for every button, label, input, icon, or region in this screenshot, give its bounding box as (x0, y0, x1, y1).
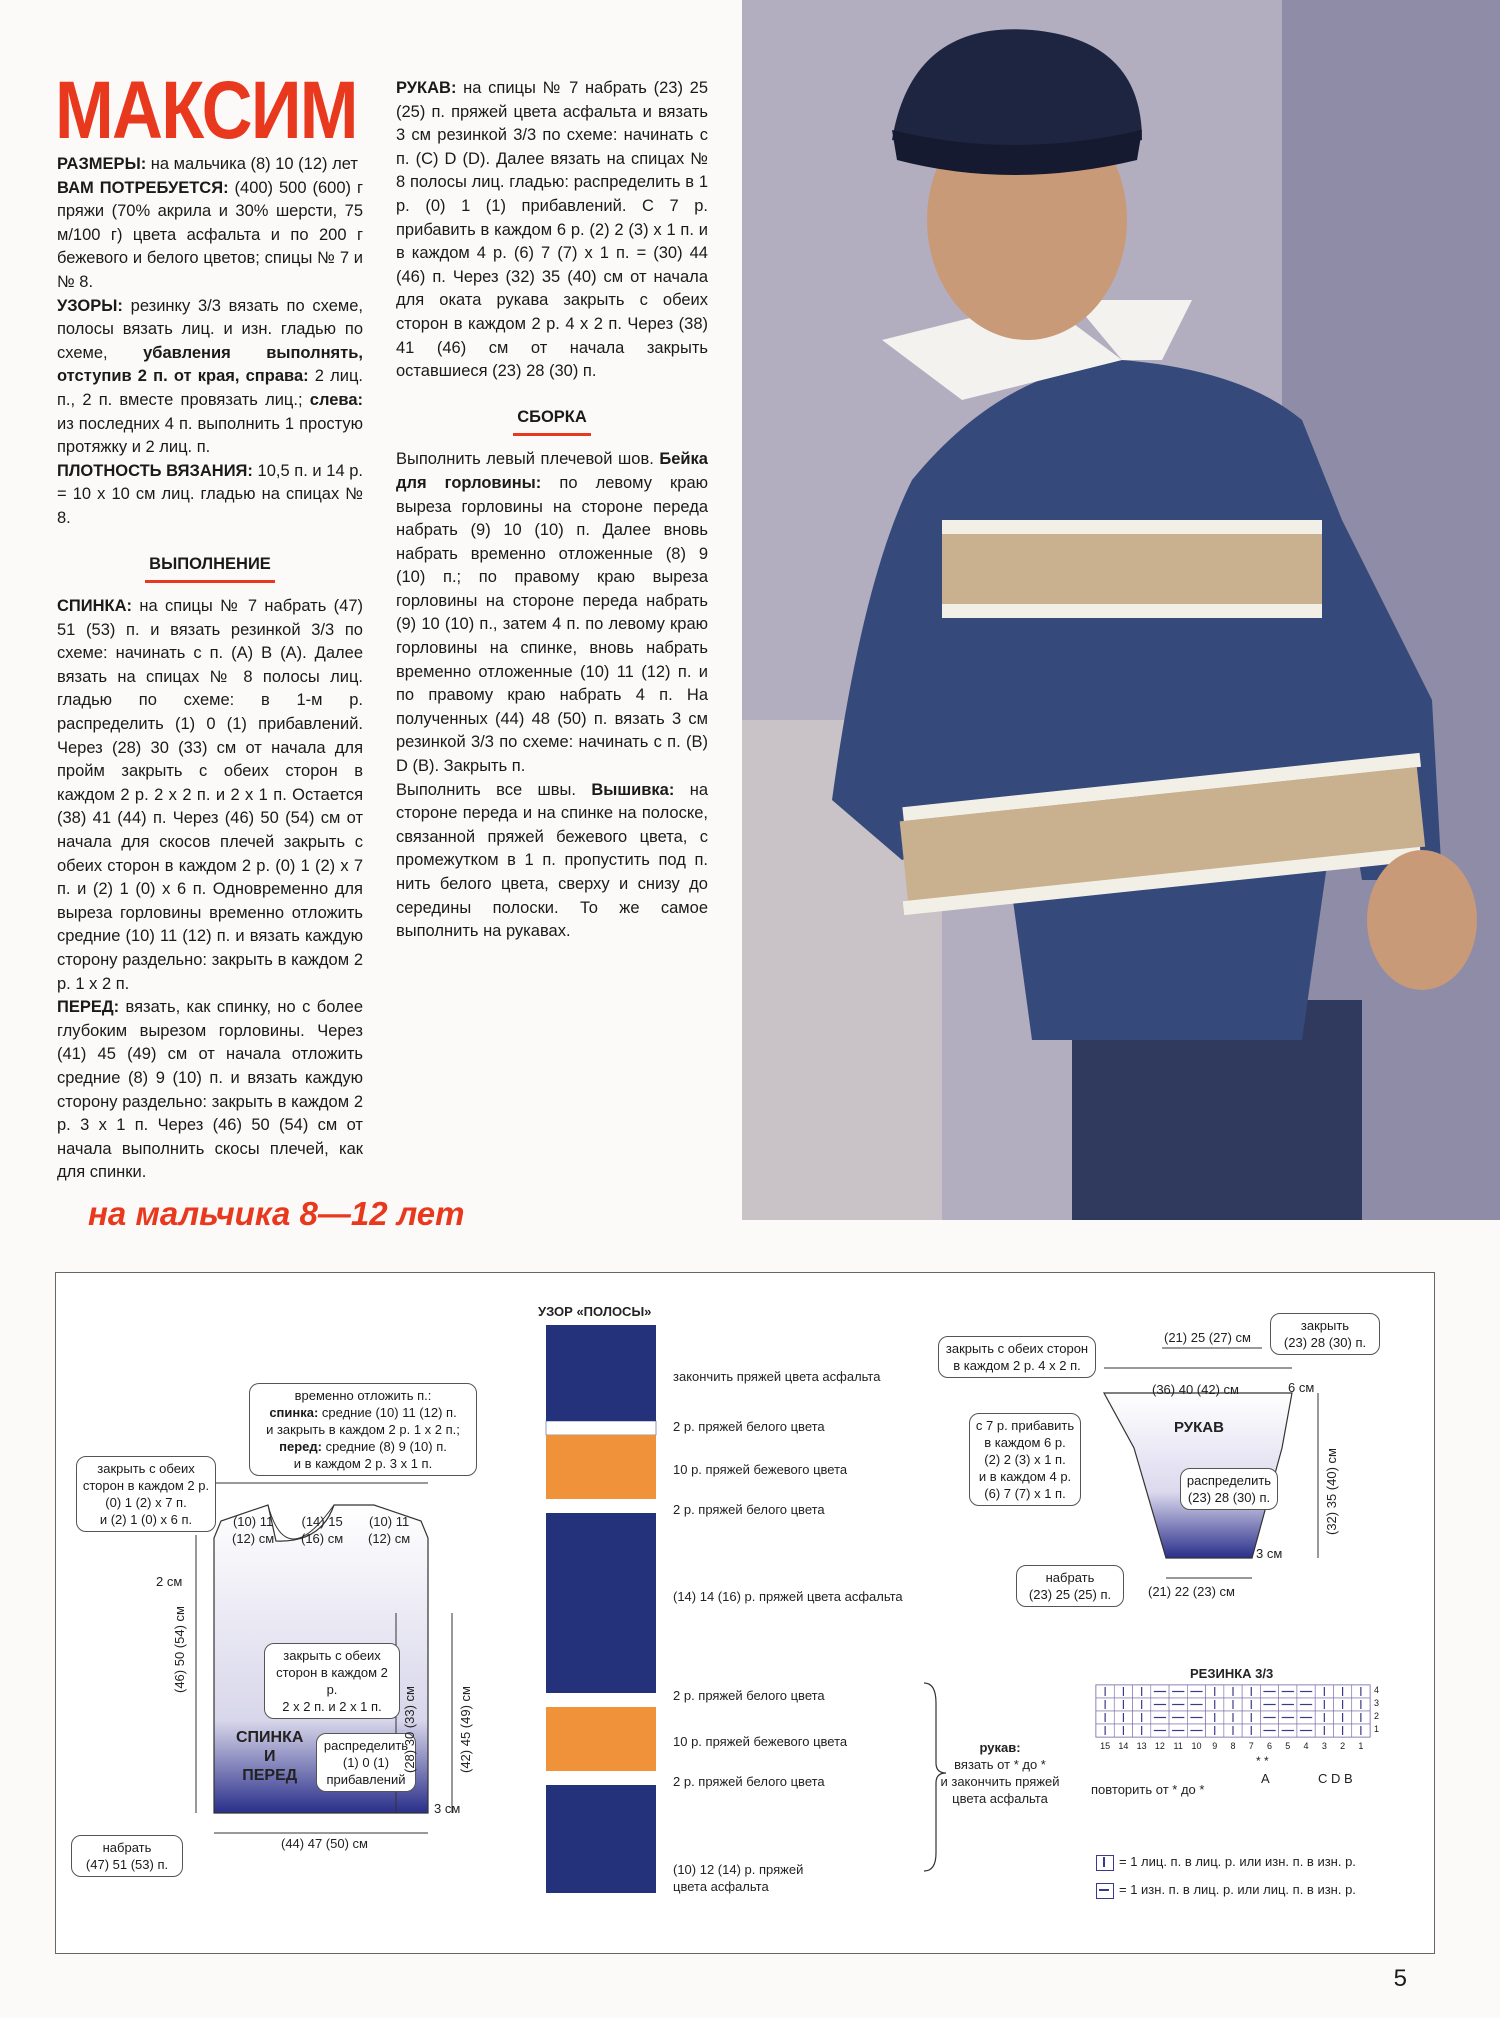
rib-col-number: 3 (1321, 1741, 1327, 1751)
text-column-2 (396, 77, 708, 944)
label-sleeve-height: (32) 35 (40) см (1324, 1448, 1339, 1535)
label-shoulder-width-left: (10) 11 (12) см (232, 1514, 275, 1546)
front-paragraph: ПЕРЕД: вязать, как спинку, но с более глубоким вырезом горловины. Через (41) 45 (49) см от начала отложить средние (8) 9 (10) п. и вязать каждую сторону раздельно: закрыть в каждом 2 р. 3 х 1 п. Через (46) 50 (54) см от начала выполнить скосы плечей, как для спинки. (57, 998, 363, 1182)
subtitle: на мальчика 8—12 лет (88, 1195, 465, 1232)
boy-photo (742, 0, 1500, 1220)
rib-letter-a: A (1261, 1771, 1270, 1786)
label-neck-width: (14) 15 (16) см (301, 1514, 344, 1546)
label-shoulder-width-right: (10) 11 (12) см (368, 1514, 411, 1546)
page-number: 5 (1393, 1965, 1407, 1992)
back-paragraph: СПИНКА: на спицы № 7 набрать (47) 51 (53) п. и вязать резинкой 3/3 по схеме: начинать с п. (А) В (А). Далее вязать на спицах № 8 полосы лиц. гладью по схеме: в 1-м р. распределить (1) 0 (1) прибавлений. Через (28) 30 (33) см от начала для пройм закрыть с обеих сторон в каждом 2 р. 2 х 2 п. и 2 х 1 п. Остается (38) 41 (44) п. Через (46) 50 (54) см от начала для скосов плечей закрыть с обеих сторон в каждом 2 р. (0) 1 (2) х 7 п. и (2) 1 (0) х 6 п. Одновременно для выреза горловины временно отложить средние (10) 11 (12) п. и вязать каждую сторону раздельно: закрыть в каждом 2 р. 1 х 2 п. (57, 597, 363, 993)
stripe-label-4: 2 р. пряжей белого цвета (673, 1502, 825, 1517)
bubble-armhole-bindoff: закрыть с обеих сторон в каждом 2 р. 2 х 2 п. и 2 х 1 п. (264, 1643, 400, 1719)
rib-col-number: 4 (1303, 1741, 1309, 1751)
stripe-sleeve-note: рукав: вязать от * до * и закончить пряжей цвета асфальта (940, 1740, 1060, 1806)
stripe-label-3: 10 р. пряжей бежевого цвета (673, 1462, 848, 1477)
knit-symbol-icon (1096, 1855, 1114, 1871)
label-body-height: (46) 50 (54) см (172, 1606, 187, 1693)
assembly-paragraph-1: Выполнить левый плечевой шов. Бейка для горловины: по левому краю выреза горловины на стороне переда набрать (9) 10 (10) п. Далее вновь набрать временно отложенные (8) 9 (10) п.; по правому краю выреза горловины на стороне переда набрать (9) 10 (10) п., затем 4 п. по левому краю горловины на спинке, вновь набрать временно отложенные (10) 11 (12) п. и по правому краю набрать 4 п. На полученных (44) 48 (50) п. вязать 3 см резинкой 3/3 по схеме: начинать с п. (В) D (В). Закрыть п. (396, 450, 708, 776)
pattern-diagram (55, 1272, 1435, 1954)
bubble-sleeve-cap: закрыть с обеих сторон в каждом 2 р. 4 х 2 п. (938, 1336, 1096, 1378)
rib-col-number: 8 (1230, 1741, 1236, 1751)
legend-knit: = 1 лиц. п. в лиц. р. или изн. п. в изн. р. (1096, 1853, 1356, 1871)
bubble-shoulder-bindoff: закрыть с обеих сторон в каждом 2 р. (0) 1 (2) х 7 п. и (2) 1 (0) х 6 п. (76, 1456, 216, 1532)
rib-letters-cdb: C D B (1318, 1771, 1353, 1786)
gauge-paragraph: ПЛОТНОСТЬ ВЯЗАНИЯ: 10,5 п. и 14 р. = 10 х 10 см лиц. гладью на спицах № 8. (57, 461, 364, 527)
rib-row-numbers (1374, 1685, 1388, 1737)
rib-title: РЕЗИНКА 3/3 (1190, 1666, 1274, 1681)
text-column-1 (57, 153, 363, 1185)
rib-col-number: 10 (1191, 1741, 1202, 1751)
page-title: МАКСИМ (55, 65, 357, 156)
label-sleeve-upper-width: (36) 40 (42) см (1152, 1382, 1239, 1397)
bubble-sleeve-cast-on: набрать (23) 25 (25) п. (1016, 1565, 1124, 1607)
label-rib-height-body: 3 см (434, 1801, 461, 1816)
bubble-sleeve-increase: с 7 р. прибавить в каждом 6 р. (2) 2 (3) х 1 п. и в каждом 4 р. (6) 7 (7) х 1 п. (969, 1413, 1081, 1506)
rib-col-number: 14 (1118, 1741, 1129, 1751)
section-heading-execution: ВЫПОЛНЕНИЕ (57, 553, 363, 584)
materials-paragraph: ВАМ ПОТРЕБУЕТСЯ: (400) 500 (600) г пряжи (70% акрила и 30% шерсти, 75 м/100 г) цвета асфальта и по 200 г бежевого и белого цветов; спицы № 7 и № 8. (57, 178, 363, 291)
rib-row-number: 4 (1374, 1685, 1380, 1695)
rib-row-number: 1 (1374, 1724, 1380, 1734)
label-cap-height: 6 см (1288, 1380, 1315, 1395)
label-sleeve-top-width: (21) 25 (27) см (1164, 1330, 1251, 1345)
boy-in-sweater-illustration (742, 0, 1500, 1220)
rib-column-numbers (1096, 1741, 1370, 1755)
assembly-paragraph-2: Выполнить все швы. Вышивка: на стороне переда и на спинке на полоске, связанной пряжей бежевого цвета, с промежутком в 1 п. пропустить под п. нить белого цвета, сверху и снизу до середины полоски. То же самое выполнить на рукавах. (396, 780, 709, 941)
label-body-width: (44) 47 (50) см (281, 1836, 368, 1851)
rib-col-number: 1 (1358, 1741, 1364, 1751)
rib-col-number: 2 (1340, 1741, 1346, 1751)
bubble-distribute-inc: распределить (1) 0 (1) прибавлений (316, 1733, 416, 1792)
stripe-label-9: (10) 12 (14) р. пряжей цвета асфальта (673, 1862, 804, 1894)
patterns-paragraph: УЗОРЫ: резинку 3/3 вязать по схеме, полосы вязать лиц. и изн. гладью по схеме, убавления выполнять, отступив 2 п. от края, справа: 2 лиц. п., 2 п. вместе провязать лиц.; слева: из последних 4 п. выполнить 1 простую протяжку и 2 лиц. п. (57, 296, 363, 457)
rib-repeat-note: повторить от * до * (1091, 1782, 1205, 1797)
section-heading-assembly: СБОРКА (396, 406, 708, 437)
rib-col-number: 7 (1248, 1741, 1254, 1751)
bubble-sleeve-bindoff: закрыть (23) 28 (30) п. (1270, 1313, 1380, 1355)
rib-col-number: 9 (1212, 1741, 1218, 1751)
stripe-label-7: 10 р. пряжей бежевого цвета (673, 1734, 848, 1749)
piece-label-sleeve: РУКАВ (1174, 1419, 1224, 1436)
legend-purl: = 1 изн. п. в лиц. р. или лиц. п. в изн. р. (1096, 1881, 1356, 1899)
rib-col-number: 15 (1100, 1741, 1111, 1751)
stripe-label-6: 2 р. пряжей белого цвета (673, 1688, 825, 1703)
rib-col-number: 11 (1173, 1741, 1183, 1751)
rib-col-number: 12 (1154, 1741, 1165, 1751)
rib-row-number: 2 (1374, 1711, 1380, 1721)
bubble-body-cast-on: набрать (47) 51 (53) п. (71, 1835, 183, 1877)
label-2cm: 2 см (156, 1574, 183, 1589)
rib-repeat-marks: * * (1256, 1754, 1269, 1768)
rib-col-number: 5 (1285, 1741, 1291, 1751)
bubble-set-aside: временно отложить п.: спинка: средние (10) 11 (12) п. и закрыть в каждом 2 р. 1 х 2 п.; перед: средние (8) 9 (10) п. и в каждом 2 р. 3 х 1 п. (249, 1383, 477, 1476)
label-neck-height: (42) 45 (49) см (458, 1686, 473, 1773)
rib-col-number: 6 (1267, 1741, 1273, 1751)
stripe-label-8: 2 р. пряжей белого цвета (673, 1774, 825, 1789)
stripes-title: УЗОР «ПОЛОСЫ» (538, 1304, 652, 1319)
stripe-pattern-chart (546, 1325, 656, 1893)
label-sleeve-rib: 3 см (1256, 1546, 1283, 1561)
purl-symbol-icon (1096, 1883, 1114, 1899)
rib-row-number: 3 (1374, 1698, 1380, 1708)
sizes-paragraph: РАЗМЕРЫ: на мальчика (8) 10 (12) лет (57, 155, 358, 173)
piece-label-back-front: СПИНКА И ПЕРЕД (236, 1729, 304, 1784)
stripe-label-5: (14) 14 (16) р. пряжей цвета асфальта (673, 1589, 903, 1604)
label-sleeve-bottom-width: (21) 22 (23) см (1148, 1584, 1235, 1599)
stripe-label-2: 2 р. пряжей белого цвета (673, 1419, 825, 1434)
rib-chart (1096, 1685, 1370, 1737)
label-armhole-height: (28) 30 (33) см (402, 1686, 417, 1773)
bubble-sleeve-distribute: распределить (23) 28 (30) п. (1180, 1468, 1278, 1510)
sleeve-paragraph: РУКАВ: на спицы № 7 набрать (23) 25 (25) п. пряжей цвета асфальта и вязать 3 см резинкой 3/3 по схеме: начинать с п. (С) D (D). Далее вязать на спицах № 8 полосы лиц. гладью: распределить в 1 р. (0) 1 (1) прибавлений. С 7 р. прибавить в каждом 6 р. (2) 2 (3) х 1 п. и в каждом 4 р. (6) 7 (7) х 1 п. = (30) 44 (46) п. Через (32) 35 (40) см от начала для оката рукава закрыть с обеих сторон в каждом 2 р. 4 х 2 п. Через (38) 41 (46) см от начала закрыть оставшиеся (23) 28 (30) п. (396, 79, 708, 381)
rib-col-number: 13 (1136, 1741, 1147, 1751)
stripe-label-1: закончить пряжей цвета асфальта (673, 1369, 881, 1384)
